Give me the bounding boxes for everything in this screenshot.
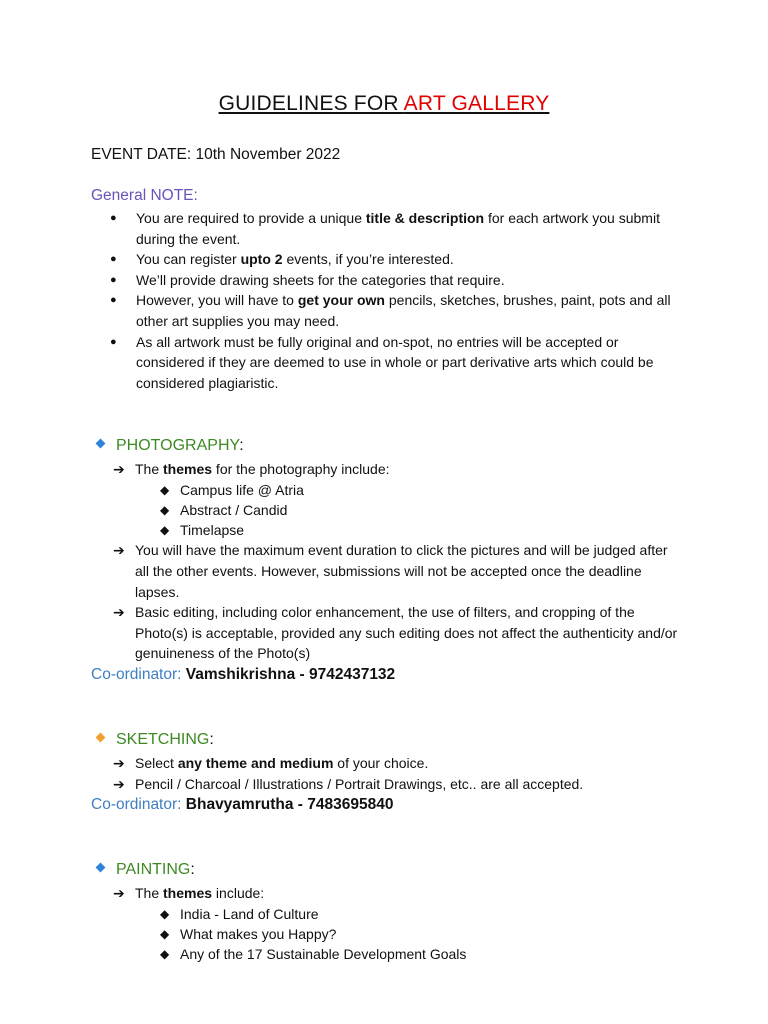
- bullet-icon: ●: [110, 253, 117, 266]
- list-item: ● As all artwork must be fully original and on-spot, no entries will be accepted or considered if they are deemed to use in whole or part derivative arts which could be considered plagiaristic.: [110, 333, 654, 391]
- diamond-icon: ◆: [160, 906, 170, 921]
- arrow-icon: ➔: [113, 604, 125, 621]
- diamond-icon: ◆: [160, 947, 170, 962]
- photography-themes: [135, 480, 683, 541]
- bullet-icon: ●: [110, 212, 117, 224]
- photography-list: [113, 459, 683, 664]
- arrow-icon: ➔: [113, 461, 125, 477]
- list-item: ➔ Basic editing, including color enhancement, the use of filters, and cropping of the Photo(s) is acceptable, provided any such editing does not affect the authenticity and/or genuineness of the Photo(s): [113, 604, 678, 662]
- bullet-icon: ●: [110, 335, 117, 348]
- diamond-icon: ◆: [160, 502, 170, 517]
- bullet-icon: ●: [110, 294, 117, 307]
- event-date: EVENT DATE: 10th November 2022: [91, 146, 341, 163]
- list-item: ➔ Pencil / Charcoal / Illustrations / Portrait Drawings, etc.. are all accepted.: [113, 774, 683, 795]
- arrow-icon: ➔: [113, 755, 125, 771]
- painting-list: [113, 883, 683, 964]
- diamond-icon: ◆: [160, 523, 170, 538]
- list-item: ● You can register upto 2 events, if you’re interested.: [110, 249, 690, 270]
- sketching-coordinator: Co-ordinator: Bhavyamrutha - 7483695840: [91, 796, 394, 813]
- list-item: ◆ Campus life @ Atria: [135, 480, 683, 500]
- diamond-icon: ◆: [160, 926, 170, 941]
- list-item: ◆ Abstract / Candid: [135, 500, 683, 520]
- painting-themes: [135, 904, 683, 965]
- page-title: [0, 92, 768, 116]
- list-item: ➔ The themes for the photography include: ◆ Campus life @ Atria ◆ Abstract / Candid ◆ Timelapse: [113, 459, 683, 540]
- list-item: ◆ Any of the 17 Sustainable Development Goals: [135, 944, 683, 964]
- list-item: ➔ Select any theme and medium of your choice.: [113, 753, 683, 774]
- arrow-icon: ➔: [113, 542, 125, 559]
- general-note-list: [110, 208, 690, 393]
- diamond-icon: [96, 733, 106, 743]
- list-item: ➔ You will have the maximum event duration to click the pictures and will be judged after all the other events. However, submissions will not be accepted once the deadline lapses.: [113, 542, 668, 600]
- arrow-icon: ➔: [113, 885, 125, 901]
- list-item: ◆ India - Land of Culture: [135, 904, 683, 924]
- section-heading-sketching: SKETCHING:: [97, 731, 214, 749]
- list-item: ◆ Timelapse: [135, 520, 683, 540]
- list-item: ➔ The themes include: ◆ India - Land of Culture ◆ What makes you Happy? ◆ Any of the 17 Sustainable Development Goals: [113, 883, 683, 964]
- section-heading-photography: PHOTOGRAPHY:: [97, 437, 244, 455]
- title-accent: ART GALLERY: [403, 92, 550, 115]
- bullet-icon: ●: [110, 273, 117, 286]
- list-item: ● We’ll provide drawing sheets for the categories that require.: [110, 270, 690, 291]
- diamond-icon: [96, 863, 106, 873]
- photography-coordinator: Co-ordinator: Vamshikrishna - 9742437132: [91, 666, 396, 683]
- general-note-heading: General NOTE:: [91, 187, 198, 204]
- arrow-icon: ➔: [113, 775, 125, 792]
- list-item: ◆ What makes you Happy?: [135, 924, 683, 944]
- section-heading-painting: PAINTING:: [97, 861, 195, 879]
- diamond-icon: [96, 439, 106, 449]
- list-item: ● You are required to provide a unique title & description for each artwork you submit during the event.: [110, 210, 660, 247]
- title-prefix: GUIDELINES FOR: [218, 92, 404, 115]
- sketching-list: [113, 753, 683, 794]
- diamond-icon: ◆: [160, 482, 170, 497]
- list-item: ● However, you will have to get your own pencils, sketches, brushes, paint, pots and all other art supplies you may need.: [110, 292, 671, 329]
